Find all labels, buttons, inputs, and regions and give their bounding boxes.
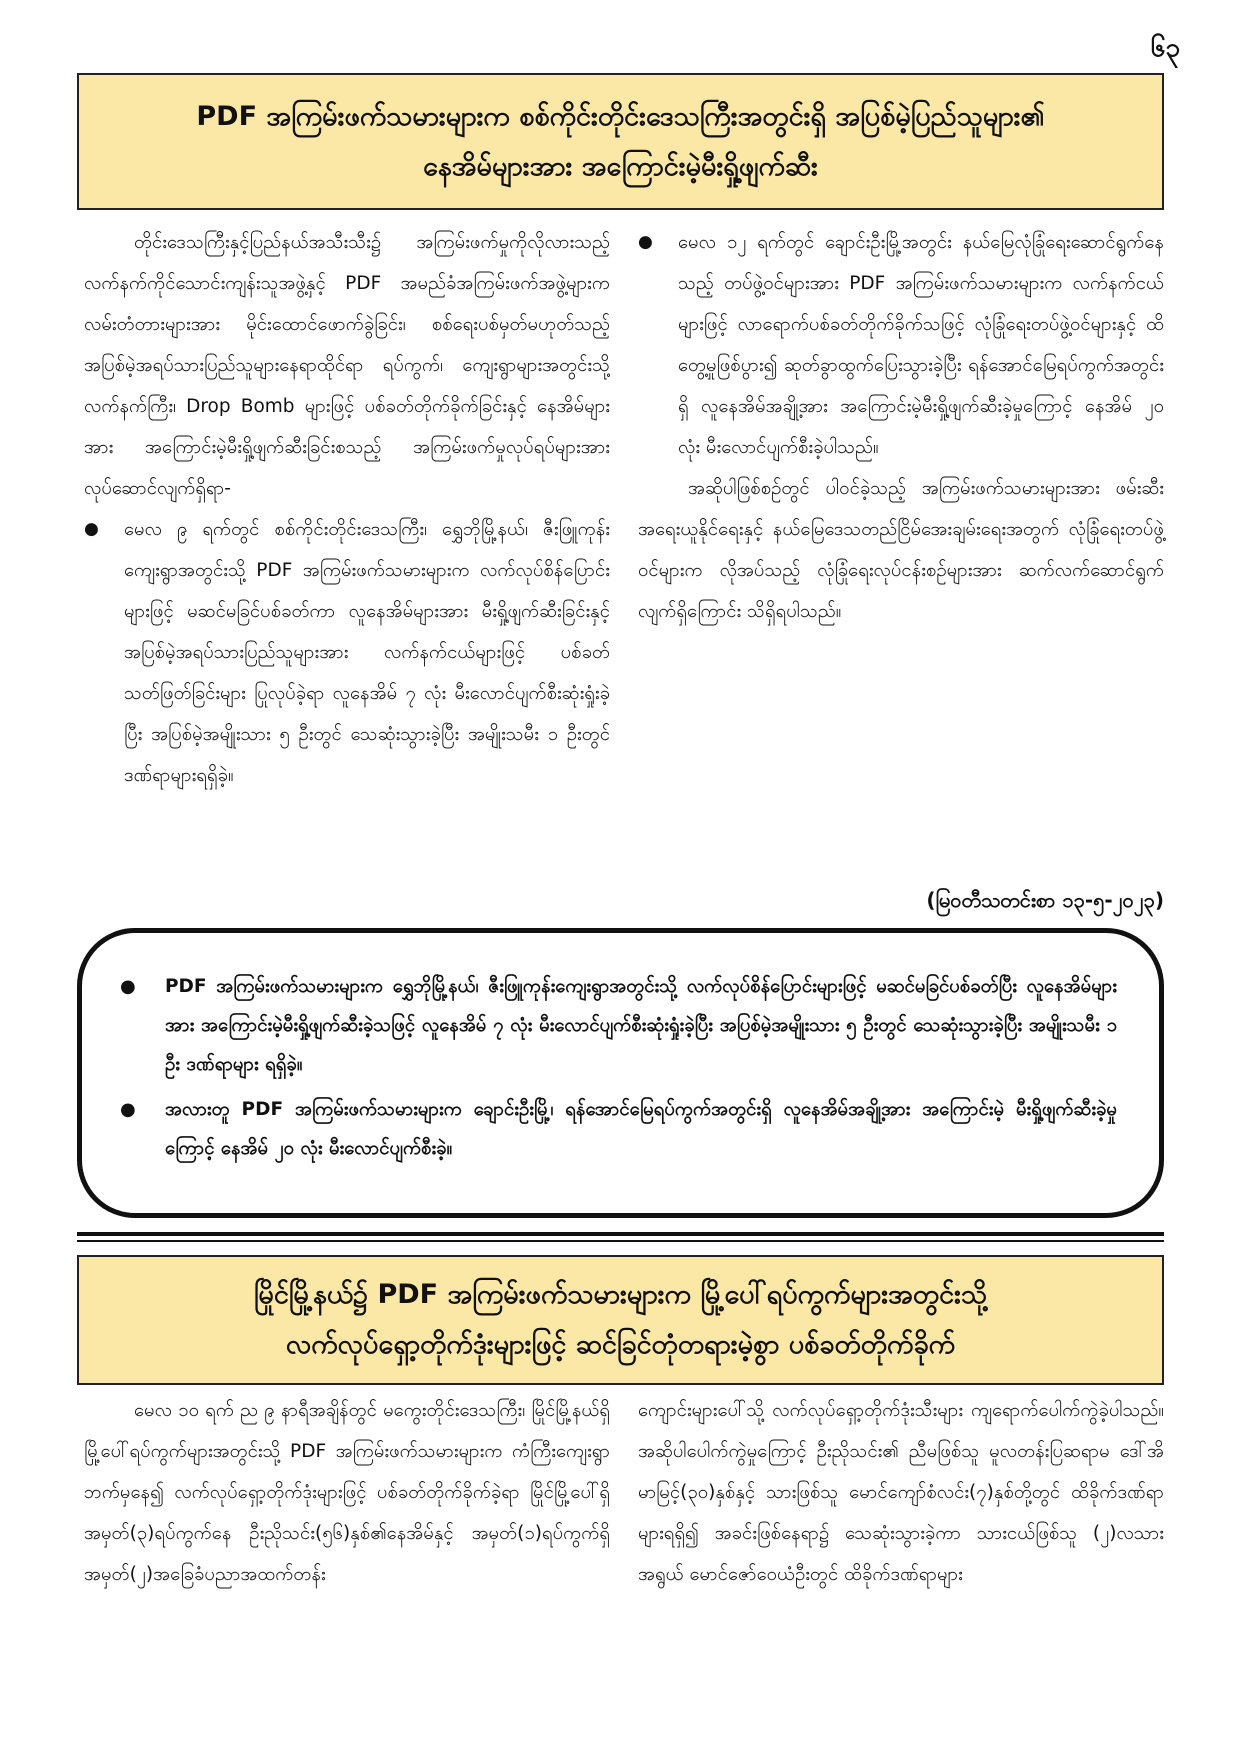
incident-list-1 bbox=[84, 509, 610, 796]
article-2-paragraph-right: ကျောင်းများပေါ်သို့ လက်လုပ်ရှော့တိုက်ဒုံးသီးများ ကျရောက်ပေါက်ကွဲခဲ့ပါသည်။ အဆိုပါပေါက်ကွဲမှုကြောင့် ဦးညိုသင်း၏ ညီမဖြစ်သူ မူလတန်းပြဆရာမ ဒေါ်အိမာမြင့်(၃၀)နှစ်နှင့် သားဖြစ်သူ မောင်ကျော်စံလင်း(၇)နှစ်တို့တွင် ထိခိုက်ဒဏ်ရာများရရှိ၍ အခင်းဖြစ်နေရာ၌ သေဆုံးသွားခဲ့ကာ သားငယ်ဖြစ်သူ (၂)လသားအရွယ် မောင်ဇော်ဝေယံဦးတွင် ထိခိုက်ဒဏ်ရာများ bbox=[638, 1400, 1164, 1585]
summary-item: ● PDF အကြမ်းဖက်သမားများက ရွှေဘိုမြို့နယ်၊ ဇီးဖြူကုန်းကျေးရွာအတွင်းသို့ လက်လုပ်စိန်ပြောင်းများဖြင့် မဆင်မခြင်ပစ်ခတ်ပြီး လူနေအိမ်များအား အကြောင်းမဲ့မီးရှို့ဖျက်ဆီးခဲ့သဖြင့် လူနေအိမ် ၇ လုံး မီးလောင်ပျက်စီးဆုံးရှုံးခဲ့ပြီး အပြစ်မဲ့အမျိုးသား ၅ ဦးတွင် သေဆုံးသွားခဲ့ပြီး အမျိုးသမီး ၁ ဦး ဒဏ်ရာများ ရရှိခဲ့။ bbox=[110, 967, 1117, 1084]
summary-box bbox=[77, 928, 1164, 1218]
headline-line-2: နေအိမ်များအား အကြောင်းမဲ့မီးရှို့ဖျက်ဆီး bbox=[423, 150, 818, 182]
article-1-left-column bbox=[84, 222, 610, 962]
article-2-left-column bbox=[84, 1390, 610, 1735]
page-number: ၆၃ bbox=[1150, 33, 1180, 63]
headline-line-1: မြိုင်မြို့နယ်၌ PDF အကြမ်းဖက်သမားများက မြို့ပေါ်ရပ်ကွက်များအတွင်းသို့ bbox=[253, 1279, 988, 1310]
article-2-right-column bbox=[638, 1390, 1164, 1735]
section-divider-bottom bbox=[77, 1240, 1164, 1242]
summary-list bbox=[110, 967, 1117, 1168]
incident-list-2 bbox=[638, 222, 1164, 468]
article-1-body bbox=[84, 222, 1164, 962]
intro-paragraph: တိုင်းဒေသကြီးနှင့်ပြည်နယ်အသီးသီး၌ အကြမ်းဖက်မှုကိုလိုလားသည့် လက်နက်ကိုင်သောင်းကျန်းသူအဖွဲ့နှင့် PDF အမည်ခံအကြမ်းဖက်အဖွဲ့များက လမ်းတံတားများအား မိုင်းထောင်ဖောက်ခွဲခြင်း၊ စစ်ရေးပစ်မှတ်မဟုတ်သည့် အပြစ်မဲ့အရပ်သားပြည်သူများနေရာထိုင်ရာ ရပ်ကွက်၊ ကျေးရွာများအတွင်းသို့ လက်နက်ကြီး၊ Drop Bomb များဖြင့် ပစ်ခတ်တိုက်ခိုက်ခြင်းနှင့် နေအိမ်များအား အကြောင်းမဲ့မီးရှို့ဖျက်ဆီးခြင်းစသည့် အကြမ်းဖက်မှုလုပ်ရပ်များအား လုပ်ဆောင်လျက်ရှိရာ- bbox=[84, 232, 610, 499]
summary-item: ● အလားတူ PDF အကြမ်းဖက်သမားများက ချောင်းဦးမြို့၊ ရန်အောင်မြေရပ်ကွက်အတွင်းရှိ လူနေအိမ်အချို့အား အကြောင်းမဲ့ မီးရှို့ဖျက်ဆီးခဲ့မှုကြောင့် နေအိမ် ၂၀ လုံး မီးလောင်ပျက်စီးခဲ့။ bbox=[110, 1090, 1117, 1168]
article-2-body bbox=[84, 1390, 1164, 1735]
source-citation: (မြဝတီသတင်းစာ ၁၃-၅-၂၀၂၃) bbox=[926, 888, 1164, 912]
headline-line-2: လက်လုပ်ရှော့တိုက်ဒုံးများဖြင့် ဆင်ခြင်တုံတရားမဲ့စွာ ပစ်ခတ်တိုက်ခိုက် bbox=[285, 1329, 956, 1360]
article-2-paragraph-left: မေလ ၁၀ ရက် ည ၉ နာရီအချိန်တွင် မကွေးတိုင်းဒေသကြီး၊ မြိုင်မြို့နယ်ရှိ မြို့ပေါ်ရပ်ကွက်များအတွင်းသို့ PDF အကြမ်းဖက်သမားများက ကံကြီးကျေးရွာဘက်မှနေ၍ လက်လုပ်ရှော့တိုက်ဒုံးများဖြင့် ပစ်ခတ်တိုက်ခိုက်ခဲ့ရာ မြိုင်မြို့ပေါ်ရှိ အမှတ်(၃)ရပ်ကွက်နေ ဦးညိုသင်း(၅၆)နှစ်၏နေအိမ်နှင့် အမှတ်(၁)ရပ်ကွက်ရှိ အမှတ်(၂)အခြေခံပညာအထက်တန်း bbox=[84, 1400, 610, 1585]
article-1-right-column bbox=[638, 222, 1164, 962]
section-divider-top bbox=[77, 1232, 1164, 1236]
conclusion-paragraph: အဆိုပါဖြစ်စဉ်တွင် ပါဝင်ခဲ့သည့် အကြမ်းဖက်သမားများအား ဖမ်းဆီးအရေးယူနိုင်ရေးနှင့် နယ်မြေဒေသတည်ငြိမ်အေးချမ်းရေးအတွက် လုံခြုံရေးတပ်ဖွဲ့ဝင်များက လိုအပ်သည့် လုံခြုံရေးလုပ်ငန်းစဉ်များအား ဆက်လက်ဆောင်ရွက်လျက်ရှိကြောင်း သိရှိရပါသည်။ bbox=[638, 478, 1164, 622]
article-2-headline bbox=[77, 1255, 1164, 1385]
incident-item: ● မေလ ၉ ရက်တွင် စစ်ကိုင်းတိုင်းဒေသကြီး၊ ရွှေဘိုမြို့နယ်၊ ဇီးဖြူကုန်းကျေးရွာအတွင်းသို့ PDF အကြမ်းဖက်သမားများက လက်လုပ်စိန်ပြောင်းများဖြင့် မဆင်မခြင်ပစ်ခတ်ကာ လူနေအိမ်များအား မီးရှို့ဖျက်ဆီးခြင်းနှင့် အပြစ်မဲ့အရပ်သားပြည်သူများအား လက်နက်ငယ်များဖြင့် ပစ်ခတ်သတ်ဖြတ်ခြင်းများ ပြုလုပ်ခဲ့ရာ လူနေအိမ် ၇ လုံး မီးလောင်ပျက်စီးဆုံးရှုံးခဲ့ပြီး အပြစ်မဲ့အမျိုးသား ၅ ဦးတွင် သေဆုံးသွားခဲ့ပြီး အမျိုးသမီး ၁ ဦးတွင် ဒဏ်ရာများရရှိခဲ့။ bbox=[84, 509, 610, 796]
incident-item: ● မေလ ၁၂ ရက်တွင် ချောင်းဦးမြို့အတွင်း နယ်မြေလုံခြုံရေးဆောင်ရွက်နေသည့် တပ်ဖွဲ့ဝင်များအား PDF အကြမ်းဖက်သမားများက လက်နက်ငယ်များဖြင့် လာရောက်ပစ်ခတ်တိုက်ခိုက်သဖြင့် လုံခြုံရေးတပ်ဖွဲ့ဝင်များနှင့် ထိတွေ့မှုဖြစ်ပွား၍ ဆုတ်ခွာထွက်ပြေးသွားခဲ့ပြီး ရန်အောင်မြေရပ်ကွက်အတွင်းရှိ လူနေအိမ်အချို့အား အကြောင်းမဲ့မီးရှို့ဖျက်ဆီးခဲ့မှုကြောင့် နေအိမ် ၂၀ လုံး မီးလောင်ပျက်စီးခဲ့ပါသည်။ bbox=[638, 222, 1164, 468]
article-1-headline bbox=[77, 73, 1164, 210]
headline-line-1: PDF အကြမ်းဖက်သမားများက စစ်ကိုင်းတိုင်းဒေသကြီးအတွင်းရှိ အပြစ်မဲ့ပြည်သူများ၏ bbox=[196, 100, 1045, 132]
